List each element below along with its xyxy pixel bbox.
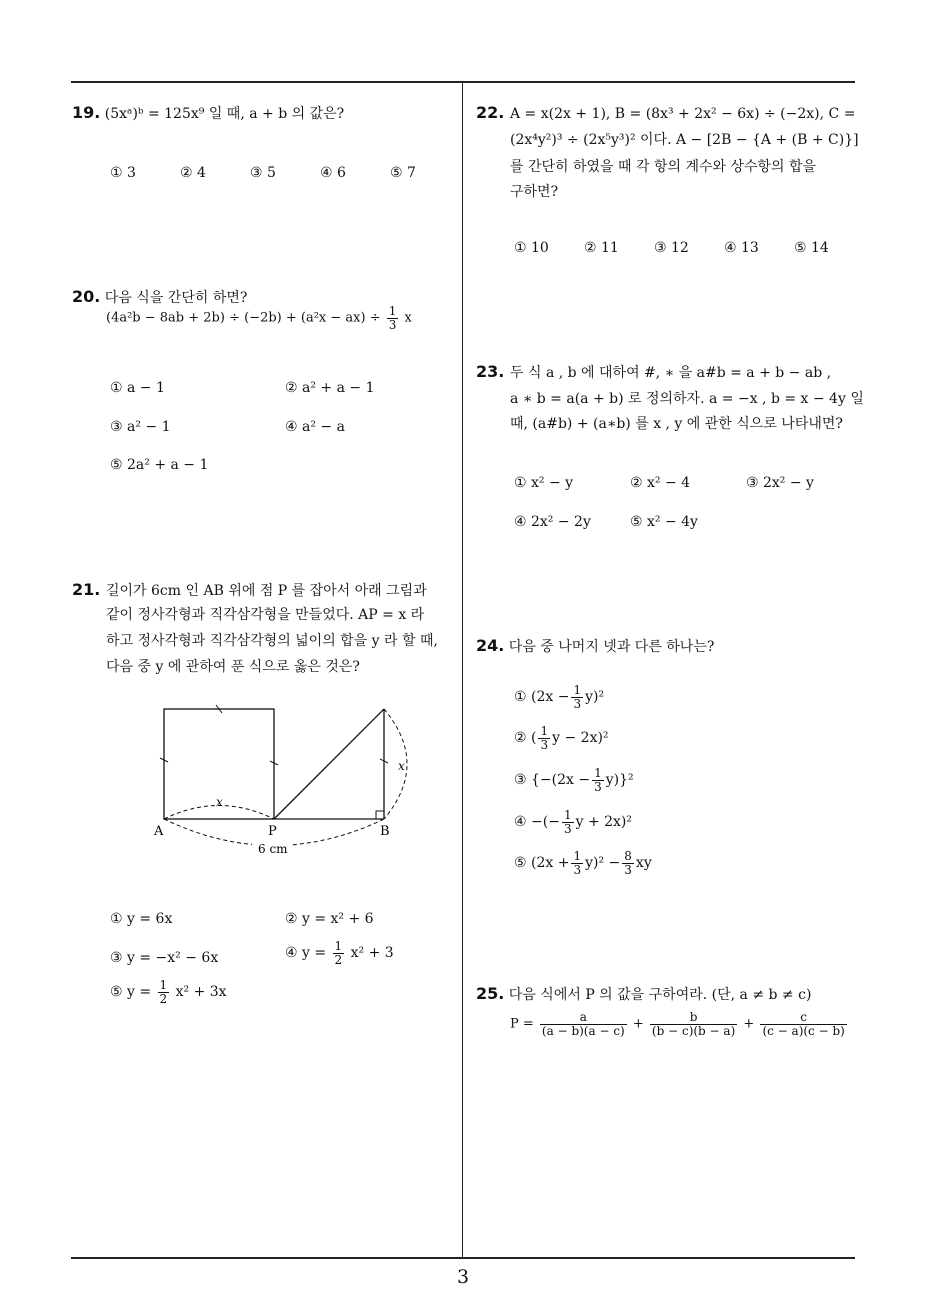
choice-4[interactable]: ④ 13 [724, 240, 759, 256]
label-b: B [380, 824, 390, 839]
stem-line-2: 같이 정사각형과 직각삼각형을 만들었다. AP = x 라 [106, 607, 425, 623]
question-number: 21. [72, 580, 101, 599]
question-number: 20. [72, 287, 101, 306]
question-stem: 다음 식을 간단히 하면? [104, 290, 248, 306]
right-angle-mark [376, 811, 384, 819]
stem-line-3: 하고 정사각형과 직각삼각형의 넓이의 합을 y 라 할 때, [106, 633, 438, 649]
stem-line-1: 길이가 6cm 인 AB 위에 점 P 를 잡아서 아래 그림과 [106, 583, 427, 599]
choice-3[interactable]: ③ 2x² − y [746, 475, 814, 491]
expression: P = $\frac{a}{(a - b)(a - c)}$ + $\frac{b}{(b - c)(b - a)}$ + $\frac{c}{(c - a)(c - b)}$ [510, 1010, 845, 1038]
choice-1[interactable]: ① x² − y [514, 475, 574, 491]
choice-1[interactable]: ① a − 1 [110, 380, 165, 396]
stem-line-2: (2x⁴y²)³ ÷ (2x⁵y³)² 이다. A − [2B − {A + (B + C)}] [510, 132, 859, 148]
column-divider [462, 83, 463, 1258]
choice-2[interactable]: ② ( $\frac{1}{3}$ y − 2x)² [514, 724, 609, 752]
label-x-height: x [398, 759, 405, 773]
question-number: 22. [476, 103, 505, 122]
choice-1[interactable]: ① 10 [514, 240, 549, 256]
choice-2[interactable]: ② x² − 4 [630, 475, 691, 491]
bottom-rule [71, 1257, 855, 1259]
question-number: 19. [72, 103, 101, 122]
choice-4[interactable]: ④ 2x² − 2y [514, 514, 591, 530]
stem-line-4: 다음 중 y 에 관하여 푼 식으로 옳은 것은? [106, 659, 360, 675]
choice-5[interactable]: ⑤ x² − 4y [630, 514, 698, 530]
stem-line-1: A = x(2x + 1), B = (8x³ + 2x² − 6x) ÷ (−2x), C = [510, 106, 856, 122]
choice-2[interactable]: ② y = x² + 6 [285, 911, 374, 927]
triangle-hypotenuse [274, 709, 384, 819]
choice-5[interactable]: ⑤ y = $\frac{1}{2}$ x² + 3x [110, 978, 227, 1006]
stem-line-2: a ∗ b = a(a + b) 로 정의하자. a = −x , b = x − 4y 일 [510, 391, 864, 407]
choice-1[interactable]: ① y = 6x [110, 911, 173, 927]
label-length: 6 cm [258, 842, 288, 856]
choice-3[interactable]: ③ y = −x² − 6x [110, 950, 219, 966]
choice-3[interactable]: ③ 5 [250, 165, 276, 181]
choice-3[interactable]: ③ a² − 1 [110, 419, 171, 435]
top-rule [71, 81, 855, 83]
choice-5[interactable]: ⑤ 7 [390, 165, 416, 181]
choice-1[interactable]: ① (2x − $\frac{1}{3}$ y)² [514, 683, 605, 711]
choice-5[interactable]: ⑤ (2x + $\frac{1}{3}$ y)² − $\frac{8}{3}$ xy [514, 849, 652, 877]
stem-line-3: 를 간단히 하였을 때 각 항의 계수와 상수항의 합을 [510, 159, 817, 175]
choice-2[interactable]: ② 11 [584, 240, 619, 256]
stem-line-1: 두 식 a , b 에 대하여 #, ∗ 을 a#b = a + b − ab , [510, 365, 832, 381]
choice-5[interactable]: ⑤ 2a² + a − 1 [110, 457, 209, 473]
stem-line-4: 구하면? [510, 184, 559, 200]
label-a: A [154, 824, 164, 839]
expression: (4a²b − 8ab + 2b) ÷ (−2b) + (a²x − ax) ÷ $\frac{1}{3}$ x [106, 304, 412, 332]
choice-2[interactable]: ② 4 [180, 165, 206, 181]
choice-1[interactable]: ① 3 [110, 165, 136, 181]
choice-4[interactable]: ④ a² − a [285, 419, 345, 435]
choice-4[interactable]: ④ 6 [320, 165, 346, 181]
question-stem: (5xᵃ)ᵇ = 125x⁹ 일 때, a + b 의 값은? [104, 106, 345, 122]
square-triangle-figure [140, 700, 440, 860]
question-number: 25. [476, 984, 505, 1003]
choice-4[interactable]: ④ −(− $\frac{1}{3}$ y + 2x)² [514, 808, 633, 836]
choice-3[interactable]: ③ 12 [654, 240, 689, 256]
stem-line-3: 때, (a#b) + (a∗b) 를 x , y 에 관한 식으로 나타내면? [510, 416, 843, 432]
choice-3[interactable]: ③ {−(2x − $\frac{1}{3}$ y)}² [514, 766, 634, 794]
choice-5[interactable]: ⑤ 14 [794, 240, 829, 256]
label-p: P [268, 824, 277, 839]
question-stem: 다음 중 나머지 넷과 다른 하나는? [508, 639, 715, 655]
question-stem: 다음 식에서 P 의 값을 구하여라. (단, a ≠ b ≠ c) [508, 987, 812, 1003]
choice-2[interactable]: ② a² + a − 1 [285, 380, 375, 396]
choice-4[interactable]: ④ y = $\frac{1}{2}$ x² + 3 [285, 939, 394, 967]
page-number: 3 [456, 1266, 470, 1288]
label-x-ap: x [216, 795, 223, 809]
question-number: 23. [476, 362, 505, 381]
question-number: 24. [476, 636, 505, 655]
